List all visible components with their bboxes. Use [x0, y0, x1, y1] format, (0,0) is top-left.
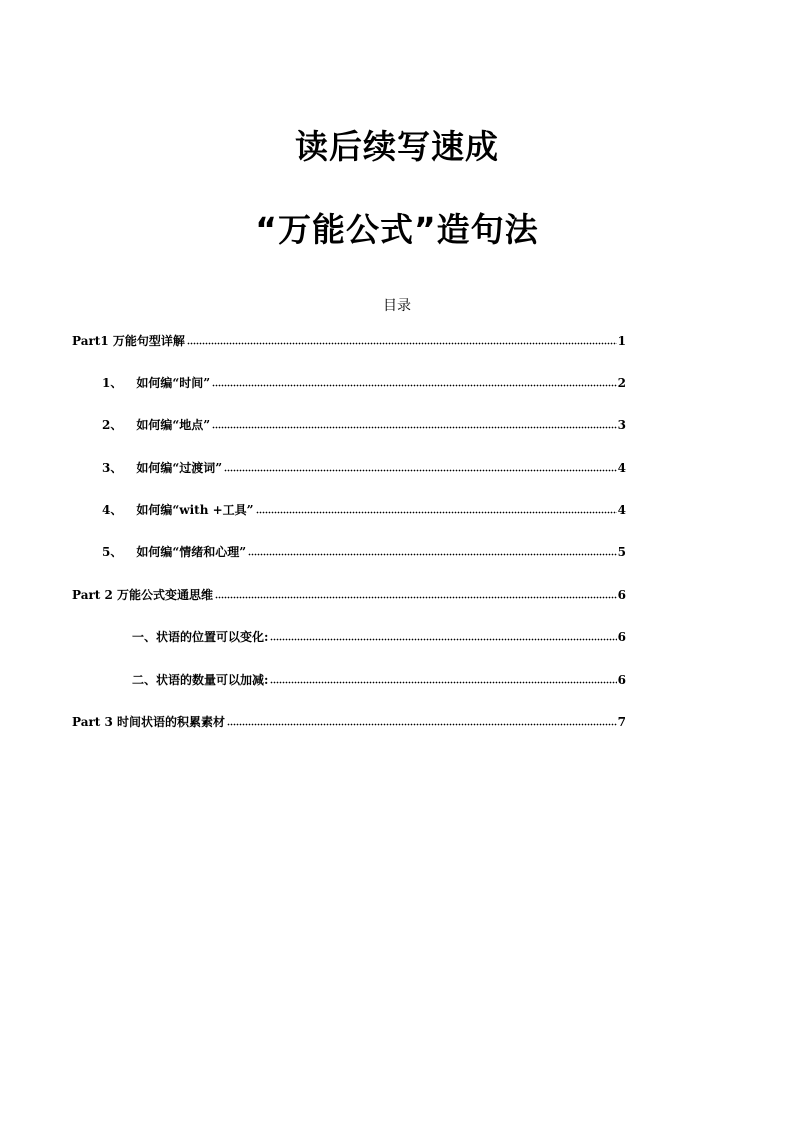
toc-entry-label: 如何编“过渡词” [136, 461, 223, 475]
toc-page-number: 5 [617, 545, 626, 559]
toc-entry-label: Part1 万能句型详解 [72, 334, 185, 348]
toc-page-number: 6 [617, 630, 626, 644]
toc-entry-number: 2、 [102, 418, 123, 432]
toc-page-number: 3 [617, 418, 626, 432]
toc-entry-number: 5、 [102, 545, 123, 559]
toc-entry-time[interactable] [102, 372, 626, 390]
toc-entry-with-tool[interactable] [102, 499, 626, 517]
document-title: 读后续写速成 [295, 127, 499, 166]
toc-entry-place[interactable] [102, 414, 626, 432]
document-subtitle: “万能公式”造句法 [255, 210, 539, 249]
toc-page-number: 4 [617, 461, 626, 475]
toc-page-number: 2 [617, 376, 626, 390]
toc-entry-emotion[interactable] [102, 541, 626, 559]
toc-entry-label: Part 2 万能公式变通思维 [72, 588, 214, 602]
toc-entry-part3[interactable] [72, 711, 626, 729]
toc-entry-label: 二、状语的数量可以加减: [132, 673, 269, 687]
toc-entry-label: 一、状语的位置可以变化: [132, 630, 269, 644]
toc-dot-leader [212, 426, 616, 429]
toc-entry-label: 如何编“情绪和心理” [136, 545, 247, 559]
toc-entry-label: 如何编“with +工具” [136, 503, 254, 517]
toc-dot-leader [270, 638, 616, 641]
toc-page-number: 7 [617, 715, 626, 729]
toc-dot-leader [227, 723, 617, 726]
toc-dot-leader [212, 384, 616, 387]
toc-dot-leader [256, 511, 617, 514]
toc-dot-leader [215, 596, 617, 599]
toc-page-number: 4 [617, 503, 626, 517]
toc-dot-leader [270, 681, 616, 684]
toc-heading: 目录 [383, 298, 411, 314]
toc-dot-leader [224, 469, 616, 472]
toc-entry-part1[interactable] [72, 330, 626, 348]
toc-dot-leader [187, 342, 617, 345]
toc-entry-number: 4、 [102, 503, 123, 517]
toc-entry-transition[interactable] [102, 457, 626, 475]
toc-entry-part2[interactable] [72, 584, 626, 602]
toc-entry-label: Part 3 时间状语的积累素材 [72, 715, 226, 729]
toc-page-number: 6 [617, 673, 626, 687]
toc-entry-label: 如何编“时间” [136, 376, 211, 390]
toc-page-number: 1 [617, 334, 626, 348]
toc-entry-label: 如何编“地点” [136, 418, 211, 432]
toc-page-number: 6 [617, 588, 626, 602]
toc-entry-quantity[interactable] [132, 669, 626, 687]
toc-entry-number: 3、 [102, 461, 123, 475]
toc-entry-position[interactable] [132, 626, 626, 644]
toc-dot-leader [248, 553, 616, 556]
toc-entry-number: 1、 [102, 376, 123, 390]
